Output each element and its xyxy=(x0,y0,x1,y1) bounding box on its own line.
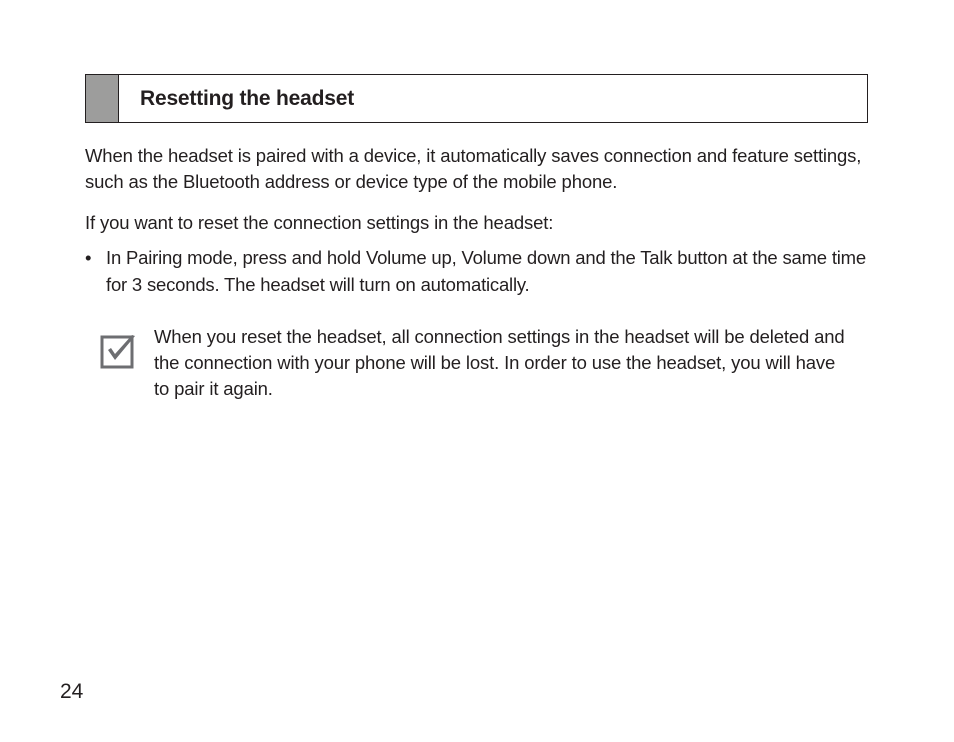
list-item xyxy=(85,244,875,298)
note-box xyxy=(100,324,860,402)
intro-paragraph: When the headset is paired with a device, it automatically saves connection and feature settings, such as the Bluetooth address or device type of the mobile phone. xyxy=(85,145,862,192)
reset-instruction-paragraph: If you want to reset the connection settings in the headset: xyxy=(85,212,554,233)
checkbox-note-icon xyxy=(100,333,137,370)
section-header-tab xyxy=(86,75,119,122)
bullet-point: • xyxy=(85,247,92,268)
page-number: 24 xyxy=(60,680,84,703)
section-header xyxy=(85,74,868,123)
list-item-text: In Pairing mode, press and hold Volume up, Volume down and the Talk button at the same time for 3 seconds. The headset will turn on automatically. xyxy=(106,247,866,295)
instruction-list xyxy=(85,244,875,298)
section-title: Resetting the headset xyxy=(140,87,355,110)
note-text: When you reset the headset, all connection settings in the headset will be deleted and the connection with your phone will be lost. In order to use the headset, you will have to pair it again. xyxy=(154,326,845,399)
